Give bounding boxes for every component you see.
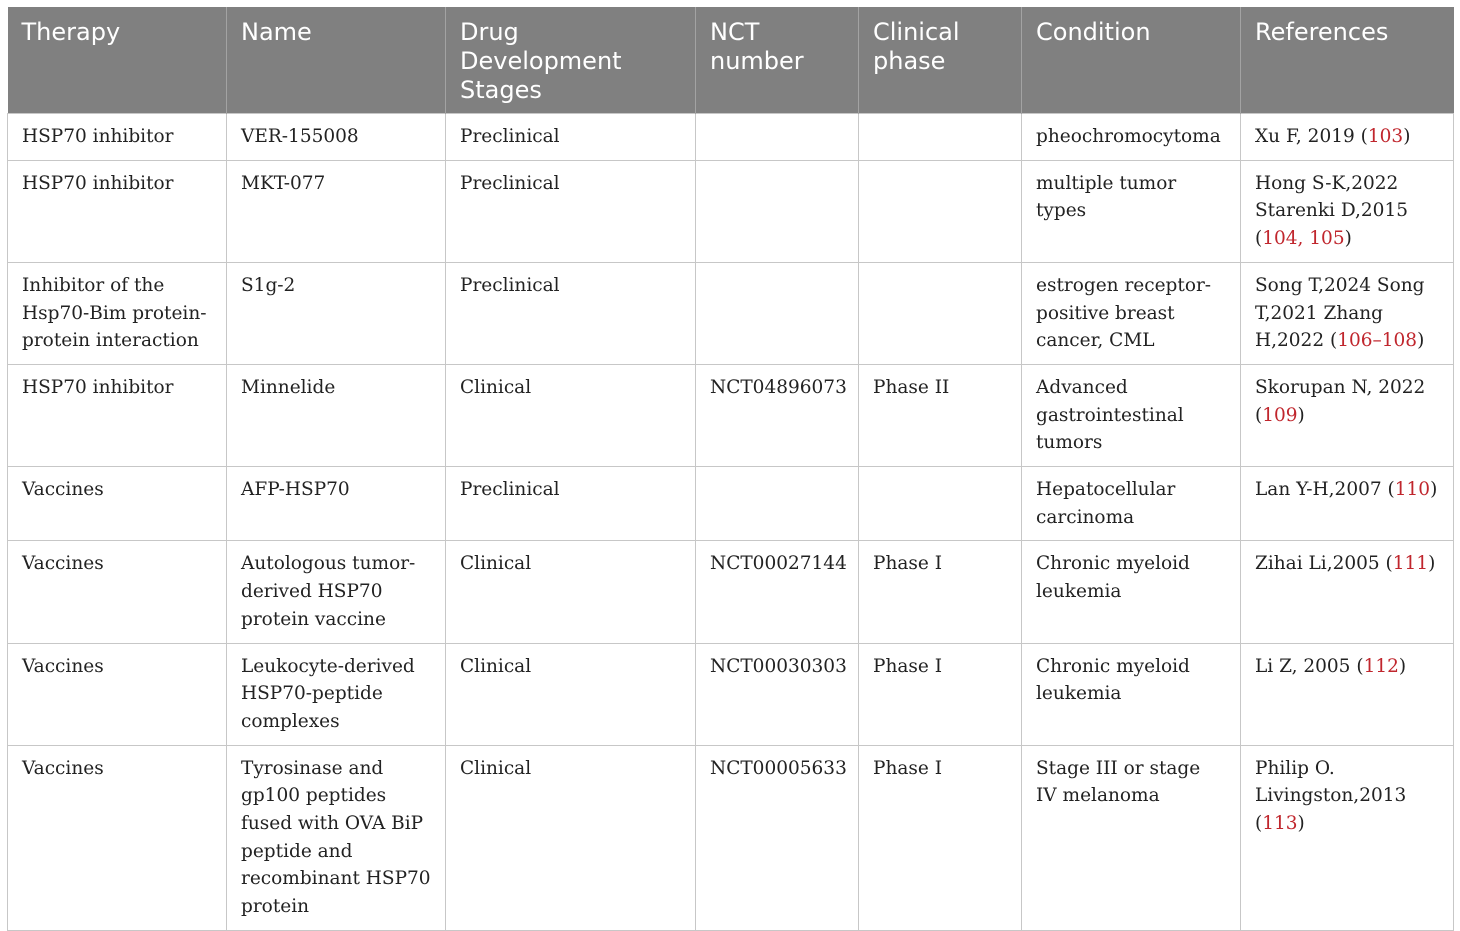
cell-therapy: Vaccines: [8, 541, 227, 643]
reference-link[interactable]: 110: [1394, 479, 1431, 501]
cell-nct: NCT00027144: [696, 541, 859, 643]
cell-therapy: Vaccines: [8, 643, 227, 745]
cell-name: S1g-2: [227, 262, 446, 364]
cell-name: Leukocyte-derived HSP70-peptide complexes: [227, 643, 446, 745]
table-header: [8, 7, 1454, 114]
reference-text: Song T,2024 Song T,2021 Zhang H,2022 (: [1255, 274, 1425, 352]
cell-stage: Clinical: [446, 643, 696, 745]
cell-references: [1241, 467, 1454, 541]
cell-condition: estrogen receptor-positive breast cancer, CML: [1022, 262, 1241, 364]
cell-name: MKT-077: [227, 160, 446, 262]
cell-name: AFP-HSP70: [227, 467, 446, 541]
cell-references: [1241, 745, 1454, 930]
cell-nct: [696, 467, 859, 541]
reference-link[interactable]: 106–108: [1337, 330, 1418, 352]
cell-name: VER-155008: [227, 114, 446, 161]
cell-phase: [859, 114, 1022, 161]
reference-close: ): [1403, 126, 1411, 147]
reference-link[interactable]: 103: [1367, 126, 1404, 147]
header-clinical-phase: Clinical phase: [859, 7, 1022, 114]
cell-references: [1241, 541, 1454, 643]
cell-therapy: HSP70 inhibitor: [8, 114, 227, 161]
cell-name: Autologous tumor-derived HSP70 protein vaccine: [227, 541, 446, 643]
header-condition: Condition: [1022, 7, 1241, 114]
reference-link[interactable]: 112: [1363, 655, 1399, 677]
cell-phase: Phase II: [859, 364, 1022, 466]
cell-therapy: Vaccines: [8, 467, 227, 541]
cell-nct: NCT00030303: [696, 643, 859, 745]
cell-references: [1241, 262, 1454, 364]
reference-text: Lan Y-H,2007 (: [1255, 479, 1395, 501]
cell-phase: Phase I: [859, 541, 1022, 643]
table-row: [8, 745, 1454, 930]
reference-close: ): [1344, 228, 1352, 250]
cell-therapy: HSP70 inhibitor: [8, 160, 227, 262]
cell-phase: Phase I: [859, 643, 1022, 745]
reference-text: Li Z, 2005 (: [1255, 655, 1364, 677]
cell-references: [1241, 114, 1454, 161]
reference-close: ): [1297, 813, 1305, 835]
reference-text: Skorupan N, 2022 (: [1255, 376, 1426, 426]
cell-stage: Clinical: [446, 364, 696, 466]
cell-condition: Stage III or stage IV melanoma: [1022, 745, 1241, 930]
cell-therapy: HSP70 inhibitor: [8, 364, 227, 466]
cell-name: Minnelide: [227, 364, 446, 466]
cell-nct: [696, 262, 859, 364]
header-references: References: [1241, 7, 1454, 114]
reference-text: Zihai Li,2005 (: [1255, 553, 1393, 575]
reference-text: Philip O. Livingston,2013 (: [1255, 757, 1407, 835]
reference-text: Xu F, 2019 (: [1255, 126, 1368, 147]
hsp70-therapy-table: [7, 7, 1454, 931]
therapy-table-container: [7, 7, 1453, 931]
table-row: [8, 160, 1454, 262]
cell-condition: Chronic myeloid leukemia: [1022, 643, 1241, 745]
reference-close: ): [1417, 330, 1425, 352]
header-row: [8, 7, 1454, 114]
cell-stage: Clinical: [446, 745, 696, 930]
cell-phase: [859, 262, 1022, 364]
header-therapy: Therapy: [8, 7, 227, 114]
table-body: [8, 114, 1454, 931]
table-row: [8, 114, 1454, 161]
cell-references: [1241, 364, 1454, 466]
cell-references: [1241, 160, 1454, 262]
cell-stage: Preclinical: [446, 160, 696, 262]
cell-therapy: Vaccines: [8, 745, 227, 930]
cell-name: Tyrosinase and gp100 peptides fused with OVA BiP peptide and recombinant HSP70 protein: [227, 745, 446, 930]
cell-nct: NCT00005633: [696, 745, 859, 930]
table-row: [8, 541, 1454, 643]
reference-close: ): [1428, 553, 1436, 575]
cell-stage: Preclinical: [446, 467, 696, 541]
cell-condition: Hepatocellular carcinoma: [1022, 467, 1241, 541]
cell-phase: [859, 160, 1022, 262]
cell-therapy: Inhibitor of the Hsp70-Bim protein-protein interaction: [8, 262, 227, 364]
cell-stage: Preclinical: [446, 114, 696, 161]
header-name: Name: [227, 7, 446, 114]
reference-link[interactable]: 111: [1392, 553, 1429, 575]
cell-condition: Advanced gastrointestinal tumors: [1022, 364, 1241, 466]
table-row: [8, 262, 1454, 364]
reference-link[interactable]: 109: [1262, 404, 1298, 426]
cell-references: [1241, 643, 1454, 745]
cell-condition: Chronic myeloid leukemia: [1022, 541, 1241, 643]
cell-phase: Phase I: [859, 745, 1022, 930]
reference-link[interactable]: 104, 105: [1262, 228, 1345, 250]
cell-nct: [696, 160, 859, 262]
table-row: [8, 364, 1454, 466]
cell-nct: NCT04896073: [696, 364, 859, 466]
cell-stage: Preclinical: [446, 262, 696, 364]
cell-stage: Clinical: [446, 541, 696, 643]
table-row: [8, 467, 1454, 541]
cell-nct: [696, 114, 859, 161]
header-drug-development-stages: Drug Development Stages: [446, 7, 696, 114]
reference-text: Hong S-K,2022 Starenki D,2015 (: [1255, 172, 1408, 250]
header-nct-number: NCT number: [696, 7, 859, 114]
reference-close: ): [1398, 655, 1407, 677]
cell-phase: [859, 467, 1022, 541]
reference-close: ): [1297, 404, 1305, 426]
cell-condition: pheochromocytoma: [1022, 114, 1241, 161]
reference-link[interactable]: 113: [1262, 813, 1298, 835]
cell-condition: multiple tumor types: [1022, 160, 1241, 262]
table-row: [8, 643, 1454, 745]
reference-close: ): [1430, 479, 1438, 501]
